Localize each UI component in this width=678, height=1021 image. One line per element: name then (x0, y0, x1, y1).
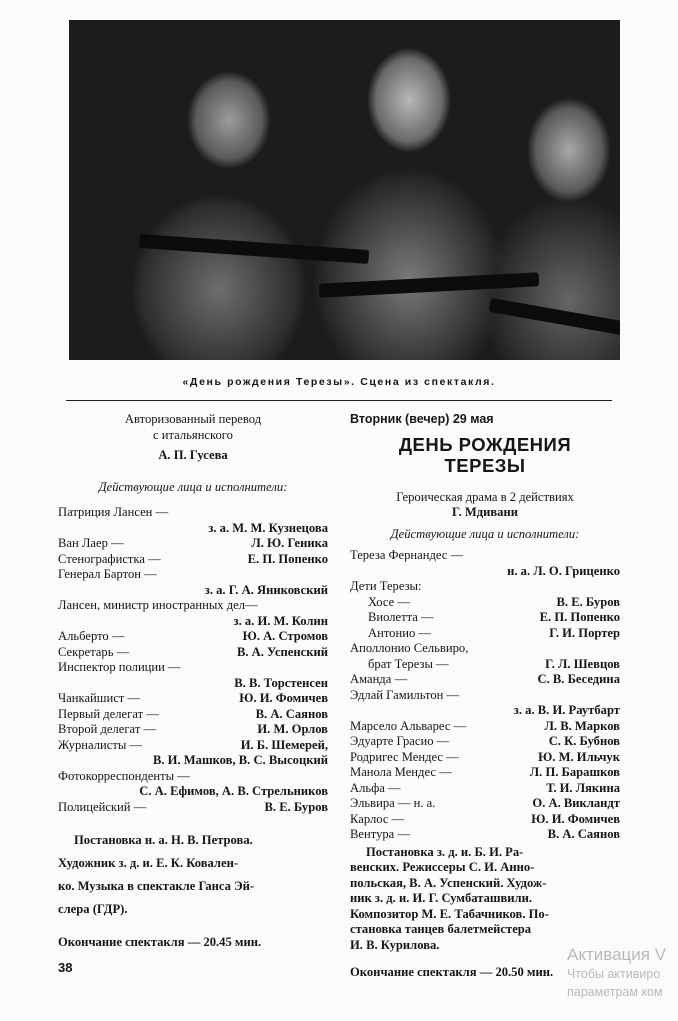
cast-actor: Л. Ю. Геника (251, 536, 328, 550)
cast-role: Генерал Бартон — (58, 567, 157, 581)
cast-row (350, 657, 620, 673)
production-line: Композитор М. Е. Табачников. По- (350, 906, 549, 921)
photo-caption: «День рождения Терезы». Сцена из спектакля. (182, 376, 496, 388)
cast-row (350, 626, 620, 642)
cast-role: Аполлонио Сельвиро, (350, 641, 469, 655)
cast-actor: Е. П. Попенко (539, 610, 620, 624)
production-line: ко. Музыка в спектакле Ганса Эй- (58, 879, 255, 893)
cast-actor: з. а. Г. А. Яниковский (204, 582, 328, 597)
cast-role: Вентура — (350, 827, 410, 841)
cast-role: Виолетта — (368, 610, 434, 624)
cast-actor: з. а. М. М. Кузнецова (208, 520, 328, 535)
cast-row (58, 753, 328, 769)
cast-row (350, 734, 620, 750)
watermark-line: Активация V (567, 945, 667, 964)
cast-role: Полицейский — (58, 799, 147, 814)
cast-actor: Л. П. Барашков (529, 765, 620, 779)
cast-row (58, 536, 328, 552)
cast-role: Инспектор полиции — (58, 660, 181, 674)
cast-role: Тереза Фернандес — (350, 548, 464, 562)
cast-actor: И. Б. Шемерей, (240, 737, 328, 752)
cast-role: Родригес Мендес — (350, 749, 459, 764)
cast-role: Альберто — (58, 629, 125, 643)
cast-role: Манола Мендес — (350, 765, 452, 779)
cast-actor: Г. Л. Шевцов (545, 656, 620, 671)
cast-row (58, 707, 328, 723)
cast-actor: Ю. А. Стромов (242, 629, 328, 643)
cast-actor: з. а. И. М. Колин (233, 613, 328, 628)
cast-role: Лансен, министр иностранных дел— (58, 598, 258, 612)
cast-row (350, 641, 620, 657)
rifle-shape (319, 272, 539, 297)
cast-row (350, 579, 620, 595)
cast-role: Секретарь — (58, 644, 130, 659)
cast-heading: Действующие лица и исполнители: (98, 479, 288, 494)
cast-actor: В. А. Саянов (255, 706, 328, 721)
cast-actor: Т. И. Лякина (546, 780, 620, 795)
cast-role: Патриция Лансен — (58, 505, 169, 519)
production-line: И. В. Курилова. (350, 937, 440, 952)
cast-row (350, 672, 620, 688)
play-title-2: ТЕРЕЗЫ (444, 454, 526, 476)
cast-row (58, 552, 328, 568)
cast-actor: В. В. Торстенсен (234, 675, 328, 690)
cast-row (350, 610, 620, 626)
cast-row (58, 691, 328, 707)
production-line: Постановка з. д. и. Б. И. Ра- (366, 844, 524, 859)
cast-role: Карлос — (350, 811, 405, 826)
translation-note-2: с итальянского (153, 427, 233, 442)
cast-row (350, 781, 620, 797)
cast-actor: Ю. И. Фомичев (531, 811, 620, 826)
cast-role: Первый делегат — (58, 706, 159, 721)
production-line: венских. Режиссеры С. И. Анно- (350, 860, 535, 874)
cast-row (58, 629, 328, 645)
translator: А. П. Гусева (158, 448, 228, 462)
cast-list (58, 505, 328, 815)
rifle-shape (489, 298, 620, 336)
page-number: 38 (58, 960, 73, 975)
cast-actor: В. А. Саянов (547, 827, 620, 841)
cast-row (350, 765, 620, 781)
cast-row (58, 645, 328, 661)
cast-row (58, 722, 328, 738)
cast-actor: з. а. В. И. Раутбарт (513, 703, 620, 717)
divider (66, 400, 612, 401)
cast-actor: В. А. Успенский (236, 644, 328, 659)
cast-role: Эдлай Гамильтон — (350, 687, 460, 702)
cast-role: Фотокорреспонденты — (58, 768, 190, 783)
cast-row (350, 750, 620, 766)
cast-row (350, 827, 620, 843)
activation-watermark (567, 945, 666, 1001)
cast-row (58, 800, 328, 816)
production-line: польская, В. А. Успенский. Худож- (350, 875, 547, 890)
production-line: ник з. д. и. И. Г. Сумбаташвили. (350, 891, 533, 905)
cast-role: брат Терезы — (368, 656, 449, 671)
ending-time: Окончание спектакля — 20.50 мин. (350, 965, 554, 979)
cast-row (350, 595, 620, 611)
cast-actor: В. И. Машков, В. С. Высоцкий (152, 753, 328, 767)
author: Г. Мдивани (451, 505, 518, 519)
cast-actor: Ю. М. Ильчук (538, 749, 620, 764)
cast-role: Второй делегат — (58, 722, 157, 736)
cast-actor: н. а. Л. О. Гриценко (507, 563, 620, 578)
translation-note: Авторизованный перевод (124, 412, 262, 426)
rifle-shape (139, 234, 369, 264)
watermark-line: Чтобы активиро (567, 967, 661, 981)
left-column (58, 412, 328, 951)
cast-heading: Действующие лица и исполнители: (390, 526, 580, 541)
cast-actor: Л. В. Марков (544, 718, 620, 733)
cast-actor: С. В. Беседина (537, 672, 620, 686)
production-line: Постановка н. а. Н. В. Петрова. (74, 833, 253, 847)
production-credits (58, 829, 328, 921)
cast-actor: Ю. И. Фомичев (239, 691, 328, 705)
watermark-line: параметрам ком (567, 985, 663, 999)
cast-list (350, 548, 620, 843)
cast-actor: С. А. Ефимов, А. В. Стрельников (139, 784, 328, 798)
production-line: слера (ГДР). (58, 902, 128, 916)
cast-role: Ван Лаер — (58, 536, 124, 550)
cast-role: Дети Терезы: (350, 579, 422, 593)
cast-actor: С. К. Бубнов (548, 734, 620, 748)
production-credits (350, 845, 620, 954)
cast-actor: В. Е. Буров (264, 799, 328, 814)
cast-actor: И. М. Орлов (257, 722, 328, 736)
cast-actor: Г. И. Портер (549, 625, 620, 640)
cast-role: Журналисты — (58, 737, 143, 752)
cast-role: Хосе — (368, 594, 410, 609)
production-line: Художник з. д. и. Е. К. Ковален- (58, 856, 239, 870)
genre: Героическая драма в 2 действиях (396, 489, 574, 504)
cast-role: Антонио — (368, 625, 431, 640)
cast-row (58, 738, 328, 754)
production-line: становка танцев балетмейстера (350, 922, 532, 936)
cast-row (350, 719, 620, 735)
cast-role: Аманда — (350, 672, 408, 686)
scene-photo (69, 20, 620, 360)
cast-actor: Е. П. Попенко (247, 551, 328, 566)
cast-role: Эльвира — н. а. (350, 796, 436, 810)
cast-role: Альфа — (350, 780, 401, 795)
performance-date: Вторник (вечер) 29 мая (350, 412, 494, 426)
play-title: ДЕНЬ РОЖДЕНИЯ (398, 433, 572, 455)
cast-role: Чанкайшист — (58, 691, 141, 705)
right-column (350, 412, 620, 981)
cast-row (350, 796, 620, 812)
cast-role: Стенографистка — (58, 551, 161, 566)
cast-role: Эдуарте Грасио — (350, 734, 450, 748)
cast-actor: О. А. Викландт (532, 796, 620, 810)
cast-role: Марсело Альварес — (350, 718, 467, 733)
ending-time: Окончание спектакля — 20.45 мин. (58, 935, 262, 949)
cast-row (350, 812, 620, 828)
cast-actor: В. Е. Буров (556, 594, 620, 609)
